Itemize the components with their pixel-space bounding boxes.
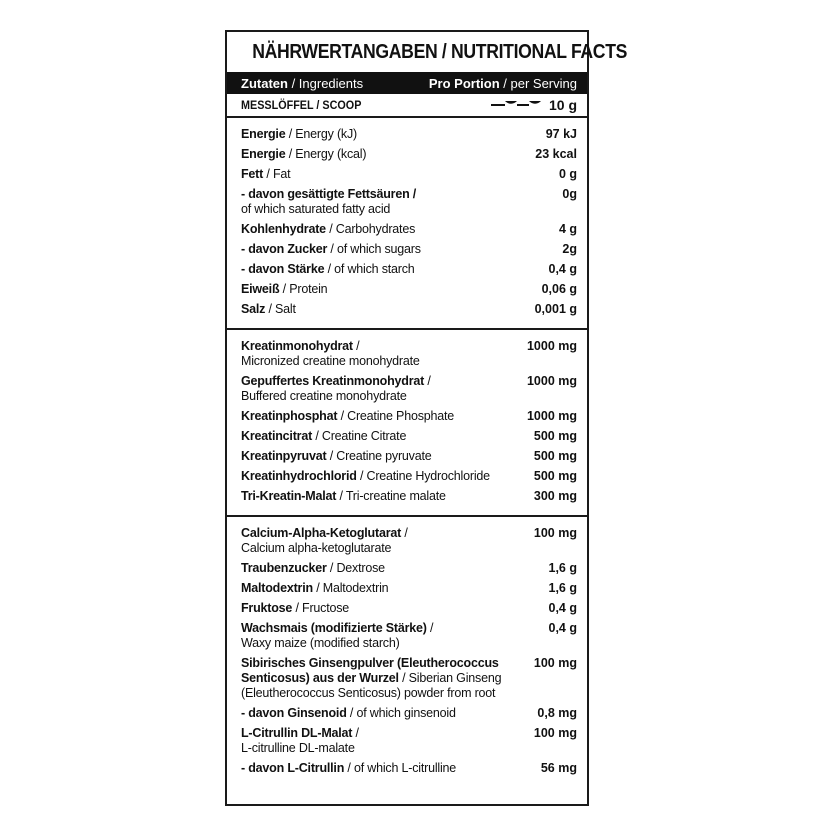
nutrient-name-sub: Calcium alpha-ketoglutarate [241, 541, 392, 555]
nutrient-row [241, 374, 577, 404]
nutrient-name-de: Kreatinmonohydrat [241, 339, 353, 353]
nutrient-name-de: Eiweiß [241, 282, 280, 296]
nutrient-name-de: Traubenzucker [241, 561, 327, 575]
nutrient-name-sub: of which saturated fatty acid [241, 202, 391, 216]
nutrient-name-de: Kohlenhydrate [241, 222, 326, 236]
nutrient-row [241, 409, 577, 424]
nutrient-value: 1000 mg [526, 409, 577, 423]
nutrient-value: 0,4 g [548, 601, 577, 615]
nutrient-name-en: / of which L-citrulline [344, 761, 457, 775]
nutrient-value: 1,6 g [548, 561, 577, 575]
scoop-value: 10 g [548, 97, 577, 113]
scoop-row [227, 94, 587, 118]
nutrient-section [227, 330, 587, 517]
nutrient-value: 300 mg [533, 489, 577, 503]
nutrient-value: 1000 mg [526, 339, 577, 353]
nutrient-section [227, 118, 587, 330]
nutrient-name-de: - davon Stärke [241, 262, 325, 276]
nutrient-name-en: / Carbohydrates [325, 222, 416, 236]
nutrient-name-de: Calcium-Alpha-Ketoglutarat [241, 526, 402, 540]
nutrient-name [241, 302, 296, 317]
nutrient-name [241, 147, 366, 162]
nutrient-name-en: / Fructose [292, 601, 350, 615]
nutrient-name [241, 374, 431, 404]
per-serving-header: Pro Portion / per Serving [428, 75, 577, 91]
nutrient-name-de: L-Citrullin DL-Malat [241, 726, 353, 740]
nutrient-name-de: Maltodextrin [241, 581, 313, 595]
nutrient-value: 0,4 g [548, 262, 577, 276]
nutrient-section [227, 517, 587, 787]
nutrient-name-en: / Energy (kJ) [285, 127, 357, 141]
nutrient-name [241, 526, 408, 556]
nutrient-name-en: / Salt [265, 302, 296, 316]
nutrient-name-de: - davon Ginsenoid [241, 706, 347, 720]
nutrient-row [241, 581, 577, 596]
nutrient-name [241, 449, 432, 464]
nutrient-name-de: Salz [241, 302, 266, 316]
nutrient-name-en: / Fat [263, 167, 291, 181]
nutrient-name-de: Sibirisches Ginsengpulver (Eleutherococcus Senticosus) aus der Wurzel [241, 656, 499, 685]
nutrient-name-de: - davon gesättigte Fettsäuren / [241, 187, 417, 201]
nutrient-value: 100 mg [533, 656, 577, 670]
nutrient-name-en: / [352, 339, 360, 353]
nutrient-name [241, 621, 433, 651]
nutrient-value: 0 g [558, 167, 577, 181]
nutrient-row [241, 656, 577, 701]
nutrient-name-en: / Creatine pyruvate [326, 449, 432, 463]
nutrient-value: 4 g [558, 222, 577, 236]
nutrient-value: 0g [562, 187, 577, 201]
nutrient-name-de: Kreatinphosphat [241, 409, 338, 423]
nutrient-name [241, 167, 290, 182]
nutrient-name-en: / [401, 526, 408, 540]
nutrient-row [241, 526, 577, 556]
nutrient-value: 1,6 g [548, 581, 577, 595]
nutrient-value: 2g [562, 242, 577, 256]
nutrient-row [241, 167, 577, 182]
nutrient-name [241, 601, 349, 616]
nutrient-name-en: / Energy (kcal) [285, 147, 367, 161]
nutrient-name [241, 469, 490, 484]
nutrient-name [241, 409, 454, 424]
nutrient-row [241, 449, 577, 464]
nutrient-value: 500 mg [533, 449, 577, 463]
nutrient-row [241, 302, 577, 317]
nutrient-name-en: / Siberian Ginseng (Eleutherococcus Senticosus) powder from root [241, 671, 502, 700]
nutrient-value: 0,4 g [548, 621, 577, 635]
nutrient-row [241, 242, 577, 257]
nutrient-name [241, 561, 385, 576]
nutrient-name-en: / Tri-creatine malate [336, 489, 446, 503]
nutrient-value: 100 mg [533, 526, 577, 540]
nutrient-name-de: Tri-Kreatin-Malat [241, 489, 337, 503]
nutrient-row [241, 147, 577, 162]
nutrient-name-de: Fett [241, 167, 264, 181]
nutrient-row [241, 222, 577, 237]
nutrient-value: 500 mg [533, 469, 577, 483]
nutrient-value: 1000 mg [526, 374, 577, 388]
scoop-label: MESSLÖFFEL / SCOOP [241, 98, 362, 112]
nutrient-name-de: Wachsmais (modifizierte Stärke) [241, 621, 427, 635]
nutrition-facts-panel [225, 30, 628, 806]
nutrient-value: 23 kcal [535, 147, 577, 161]
nutrient-name-de: - davon Zucker [241, 242, 328, 256]
nutrient-value: 500 mg [533, 429, 577, 443]
nutrient-name-de: Kreatinpyruvat [241, 449, 327, 463]
nutrient-row [241, 339, 577, 369]
nutrient-name-en: / [424, 374, 431, 388]
nutrient-name [241, 222, 415, 237]
nutrient-row [241, 726, 577, 756]
nutrient-row [241, 282, 577, 297]
nutrient-name-sub: Buffered creatine monohydrate [241, 389, 407, 403]
nutrient-name [241, 187, 416, 217]
nutrient-row [241, 601, 577, 616]
nutrient-name-en: / of which starch [324, 262, 415, 276]
nutrient-name-en: / Creatine Hydrochloride [356, 469, 490, 483]
nutrient-name-sub: Micronized creatine monohydrate [241, 354, 420, 368]
panel-title: NÄHRWERTANGABEN / NUTRITIONAL FACTS [252, 40, 628, 63]
nutrient-name [241, 242, 421, 257]
nutrient-row [241, 469, 577, 484]
ingredients-header: Zutaten / Ingredients [241, 75, 364, 91]
nutrient-row [241, 706, 577, 721]
nutrient-name [241, 489, 446, 504]
nutrient-value: 0,06 g [541, 282, 577, 296]
nutrient-name [241, 726, 359, 756]
nutrient-name-en: / [352, 726, 359, 740]
nutrient-row [241, 489, 577, 504]
nutrient-name-de: Gepuffertes Kreatinmonohydrat [241, 374, 425, 388]
nutrient-name-en: / Creatine Phosphate [337, 409, 455, 423]
column-header [227, 72, 587, 94]
nutrient-name [241, 429, 406, 444]
nutrient-name-en: / of which sugars [327, 242, 421, 256]
nutrient-name-de: Energie [241, 127, 286, 141]
nutrient-name-en: / Dextrose [326, 561, 385, 575]
nutrient-name-sub: Waxy maize (modified starch) [241, 636, 400, 650]
nutrient-name-en: / Creatine Citrate [312, 429, 407, 443]
nutrient-row [241, 187, 577, 217]
nutrient-value: 0,001 g [534, 302, 577, 316]
nutrient-name-de: Energie [241, 147, 286, 161]
nutrient-name-en: / [426, 621, 434, 635]
nutrient-value: 56 mg [540, 761, 577, 775]
nutrient-row [241, 262, 577, 277]
nutrient-value: 97 kJ [545, 127, 577, 141]
nutrient-name [241, 656, 503, 701]
nutrient-name [241, 761, 456, 776]
nutrient-name-en: / of which ginsenoid [346, 706, 456, 720]
nutrient-name-de: Fruktose [241, 601, 293, 615]
scoop-icon [491, 98, 543, 112]
nutrient-name [241, 706, 456, 721]
nutrient-name [241, 339, 420, 369]
nutrient-row [241, 761, 577, 776]
nutrient-name-en: / Maltodextrin [312, 581, 389, 595]
nutrient-value: 100 mg [533, 726, 577, 740]
nutrient-name [241, 127, 357, 142]
nutrient-name [241, 581, 388, 596]
nutrient-row [241, 621, 577, 651]
nutrient-name-sub: L-citrulline DL-malate [241, 741, 355, 755]
nutrient-name [241, 262, 415, 277]
nutrient-row [241, 561, 577, 576]
nutrient-name-de: Kreatinhydrochlorid [241, 469, 357, 483]
nutrient-value: 0,8 mg [537, 706, 577, 720]
nutrient-name [241, 282, 327, 297]
nutrient-name-en: / Protein [279, 282, 328, 296]
nutrient-row [241, 429, 577, 444]
nutrient-row [241, 127, 577, 142]
nutrient-name-de: Kreatincitrat [241, 429, 313, 443]
nutrient-name-de: - davon L-Citrullin [241, 761, 345, 775]
